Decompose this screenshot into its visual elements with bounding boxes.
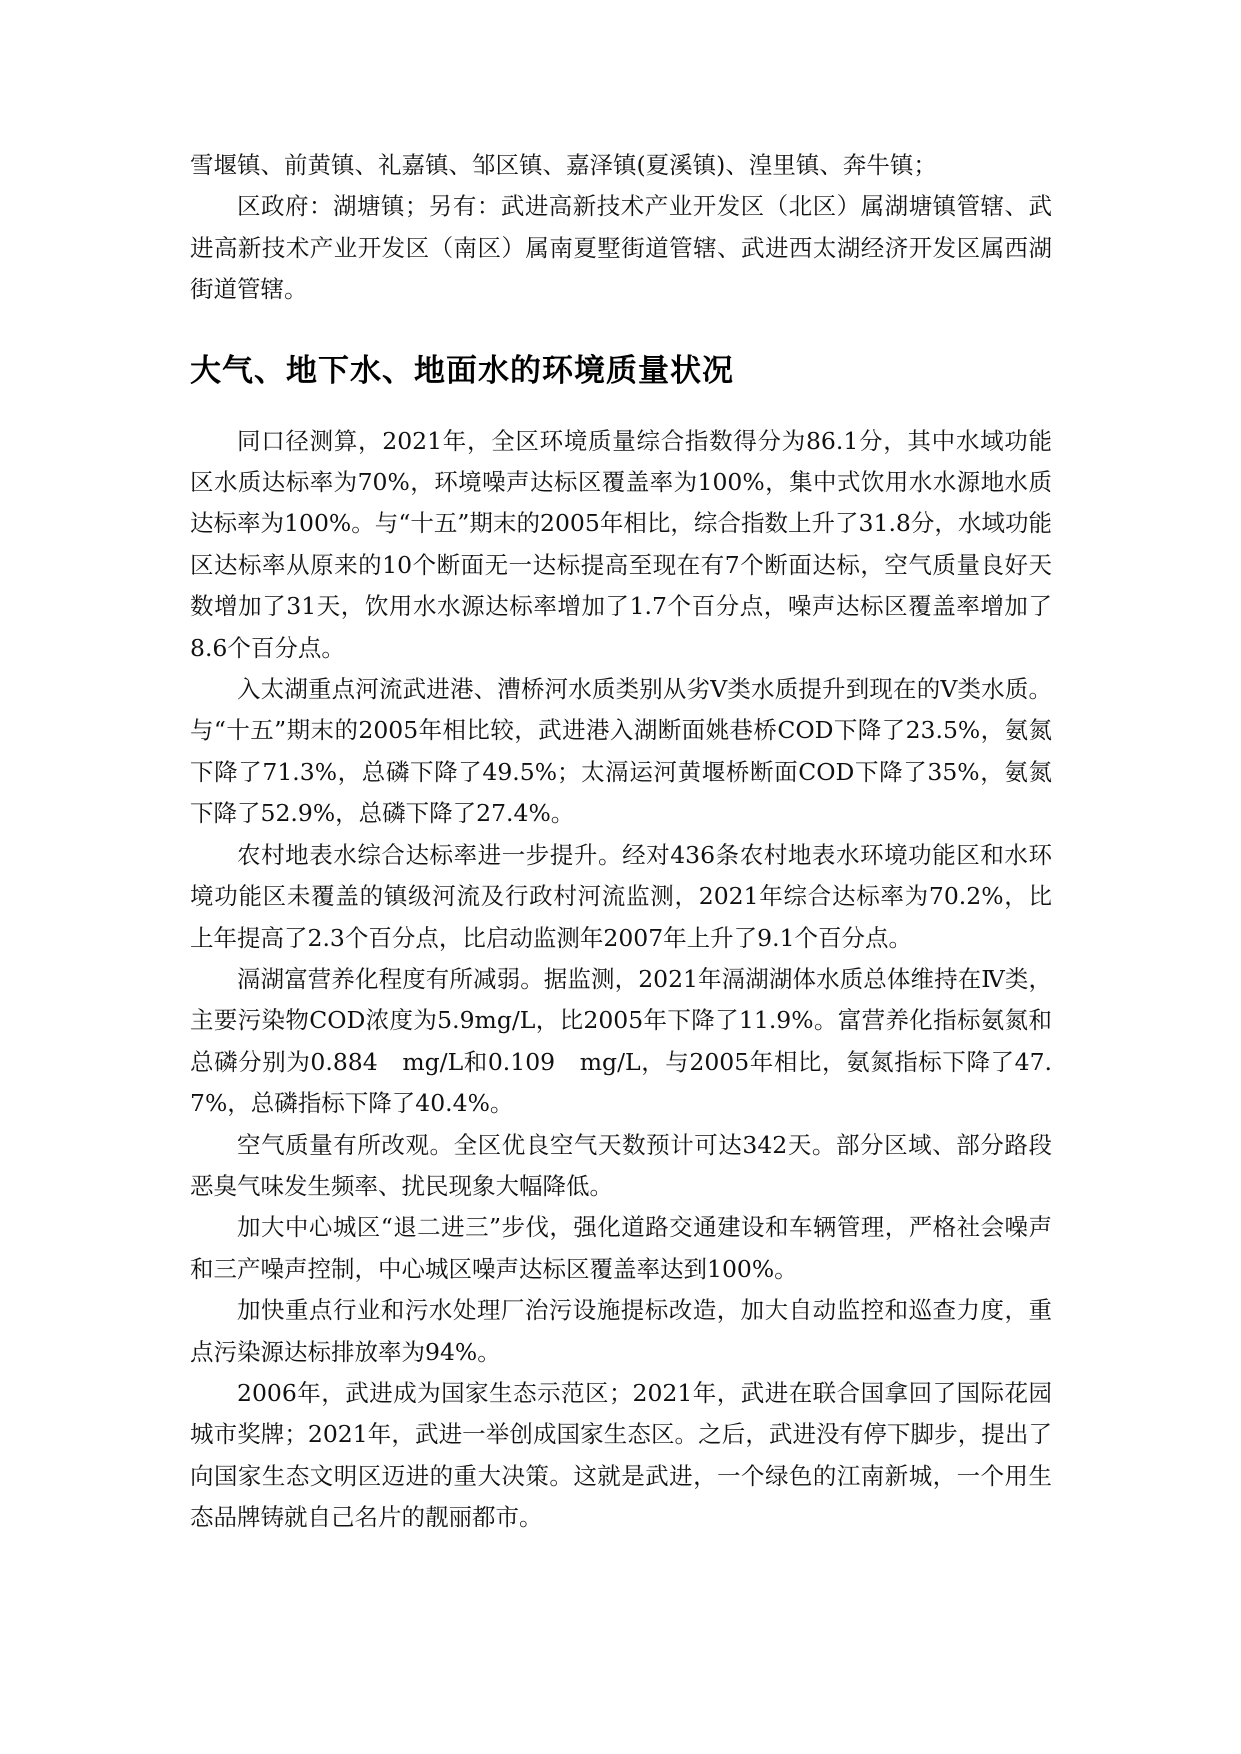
paragraph-rural-surface-water: 农村地表水综合达标率进一步提升。经对436条农村地表水环境功能区和水环境功能区未覆盖的镇级河流及行政村河流监测，2021年综合达标率为70.2%，比上年提高了2.3个百分点，比启动监测年2007年上升了9.1个百分点。 xyxy=(190,840,1052,952)
document-page xyxy=(190,145,1052,1539)
paragraph-environment-index: 同口径测算，2021年，全区环境质量综合指数得分为86.1分，其中水域功能区水质达标率为70%，环境噪声达标区覆盖率为100%，集中式饮用水水源地水质达标率为100%。与“十五”期末的2005年相比，综合指数上升了31.8分，水域功能区达标率从原来的10个断面无一达标提高至现在有7个断面达标，空气质量良好天数增加了31天，饮用水水源达标率增加了1.7个百分点，噪声达标区覆盖率增加了8.6个百分点。 xyxy=(190,426,1052,662)
intro-paragraph-district-government: 区政府：湖塘镇；另有：武进高新技术产业开发区（北区）属湖塘镇管辖、武进高新技术产业开发区（南区）属南夏墅街道管辖、武进西太湖经济开发区属西湖街道管辖。 xyxy=(190,192,1052,304)
intro-paragraph-towns: 雪堰镇、前黄镇、礼嘉镇、邹区镇、嘉泽镇(夏溪镇)、湟里镇、奔牛镇； xyxy=(190,151,937,179)
paragraph-air-quality: 空气质量有所改观。全区优良空气天数预计可达342天。部分区域、部分路段恶臭气味发生频率、扰民现象大幅降低。 xyxy=(190,1130,1052,1200)
paragraph-taihu-rivers: 入太湖重点河流武进港、漕桥河水质类别从劣Ⅴ类水质提升到现在的Ⅴ类水质。与“十五”期末的2005年相比较，武进港入湖断面姚巷桥COD下降了23.5%，氨氮下降了71.3%，总磷下降了49.5%；太滆运河黄堰桥断面COD下降了35%，氨氮下降了52.9%，总磷下降了27.4%。 xyxy=(190,675,1052,828)
paragraph-gehu-eutrophication: 滆湖富营养化程度有所减弱。据监测，2021年滆湖湖体水质总体维持在Ⅳ类，主要污染物COD浓度为5.9mg/L，比2005年下降了11.9%。富营养化指标氨氮和总磷分别为0.884 mg/L和0.109 mg/L，与2005年相比，氨氮指标下降了47.7%，总磷指标下降了40.4%。 xyxy=(190,964,1052,1118)
section-heading: 大气、地下水、地面水的环境质量状况 xyxy=(190,352,734,389)
paragraph-ecological-achievements: 2006年，武进成为国家生态示范区；2021年，武进在联合国拿回了国际花园城市奖牌；2021年，武进一举创成国家生态区。之后，武进没有停下脚步，提出了向国家生态文明区迈进的重大决策。这就是武进，一个绿色的江南新城，一个用生态品牌铸就自己名片的靓丽都市。 xyxy=(190,1378,1052,1532)
paragraph-pollution-sources: 加快重点行业和污水处理厂治污设施提标改造，加大自动监控和巡查力度，重点污染源达标排放率为94%。 xyxy=(190,1296,1052,1366)
paragraph-noise-control: 加大中心城区“退二进三”步伐，强化道路交通建设和车辆管理，严格社会噪声和三产噪声控制，中心城区噪声达标区覆盖率达到100%。 xyxy=(190,1213,1052,1283)
